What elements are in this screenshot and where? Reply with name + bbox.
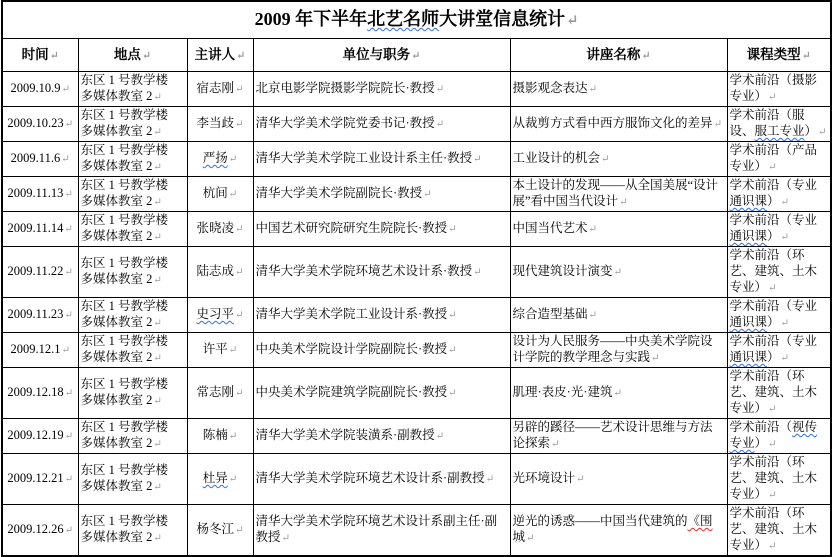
cell-unit [253, 298, 510, 333]
cell-speaker [187, 454, 253, 505]
paragraph-mark: ↵ [411, 49, 421, 62]
paragraph-mark: ↵ [551, 439, 560, 450]
paragraph-mark: ↵ [153, 127, 162, 138]
spellcheck-squiggle-text: 通识课 [729, 194, 768, 208]
cell-text: 学术前沿（服设、 [729, 108, 805, 138]
cell-text: 多媒体教室 2 [80, 479, 153, 493]
cell-text: 2009.12.1 [10, 342, 61, 356]
cell-text: 多媒体教室 2 [80, 159, 153, 173]
cell-lecture [510, 212, 727, 247]
cell-place [78, 298, 187, 333]
cell-text: 从裁剪方式看中西方服饰文化的差异 [512, 116, 713, 130]
cell-text: 地点 [113, 46, 141, 62]
cell-text: 东区 1 号教学楼 [80, 514, 169, 528]
cell-type [727, 72, 831, 107]
cell-text: 2009.10.9 [10, 81, 61, 95]
cell-text: 现代建筑设计演变 [512, 264, 613, 278]
cell-type [727, 454, 831, 505]
cell-text: 单位与职务 [342, 46, 411, 62]
spellcheck-squiggle-text: 通识课 [729, 350, 768, 364]
paragraph-mark: ↵ [780, 318, 790, 329]
cell-type [727, 177, 831, 212]
table-row [2, 72, 831, 107]
cell-text: 东区 1 号教学楼 [80, 299, 169, 313]
paragraph-mark: ↵ [768, 404, 777, 415]
cell-text: 清华大学美术学院环境艺术设计系·副教授 [255, 471, 485, 485]
paragraph-mark: ↵ [64, 525, 74, 536]
cell-type [727, 142, 831, 177]
paragraph-mark: ↵ [713, 119, 723, 130]
table-row [2, 107, 831, 142]
table-row [2, 247, 831, 298]
paragraph-mark: ↵ [61, 84, 71, 95]
paragraph-mark: ↵ [228, 189, 238, 200]
cell-text: ） [767, 350, 780, 364]
paragraph-mark: ↵ [64, 267, 73, 278]
cell-text: 学术前沿（环艺、建筑、土木专业） [729, 248, 818, 294]
cell-type [727, 333, 831, 368]
cell-text: 清华大学美术学院党委书记·教授 [255, 116, 435, 130]
cell-place [78, 107, 187, 142]
cell-type [727, 505, 831, 557]
cell-speaker [187, 298, 253, 333]
cell-text: ） [804, 124, 818, 138]
table-row [2, 419, 831, 454]
column-header-time [2, 39, 78, 72]
cell-text: 多媒体教室 2 [80, 229, 153, 243]
cell-time [2, 107, 78, 142]
paragraph-mark: ↵ [228, 345, 238, 356]
paragraph-mark: ↵ [153, 533, 162, 544]
paragraph-mark: ↵ [228, 431, 238, 442]
paragraph-mark: ↵ [64, 189, 73, 200]
paragraph-mark: ↵ [801, 49, 811, 62]
cell-lecture [510, 333, 727, 368]
paragraph-mark: ↵ [64, 119, 74, 130]
cell-unit [253, 72, 510, 107]
cell-text: 2009.11.13 [7, 186, 64, 200]
cell-text: 清华大学美术学院工业设计系主任·教授 [255, 151, 473, 165]
cell-text: 李当歧 [196, 116, 234, 130]
cell-place [78, 142, 187, 177]
cell-unit [253, 454, 510, 505]
cell-text: 多媒体教室 2 [80, 315, 153, 329]
cell-text: 常志刚 [196, 385, 234, 399]
cell-text: 另辟的蹊径——艺术设计思维与方法论探索 [512, 420, 713, 450]
column-header-place [78, 39, 187, 72]
cell-lecture [510, 142, 727, 177]
table-row [2, 298, 831, 333]
column-header-type [727, 39, 831, 72]
paragraph-mark: ↵ [473, 267, 482, 278]
cell-text: 学术前沿（专业 [729, 178, 818, 192]
cell-text: 杭间 [202, 186, 228, 200]
cell-text: 本土设计的发现——从全国美展“设计展”看中国当代设计 [512, 178, 719, 208]
paragraph-mark: ↵ [153, 439, 162, 450]
cell-time [2, 247, 78, 298]
cell-text: 学术前沿（ [729, 420, 793, 434]
paragraph-mark: ↵ [234, 525, 244, 536]
paragraph-mark: ↵ [448, 388, 457, 399]
paragraph-mark: ↵ [448, 345, 457, 356]
cell-time [2, 212, 78, 247]
paragraph-mark: ↵ [768, 92, 777, 103]
cell-text: 课程类型 [746, 46, 801, 62]
paragraph-mark: ↵ [613, 388, 623, 399]
cell-text: 许平 [202, 342, 228, 356]
paragraph-mark: ↵ [588, 310, 598, 321]
paragraph-mark: ↵ [49, 49, 59, 62]
paragraph-mark: ↵ [566, 13, 579, 29]
paragraph-mark: ↵ [64, 224, 73, 235]
paragraph-mark: ↵ [423, 189, 432, 200]
cell-text: 陆志成 [196, 264, 234, 278]
spellcheck-squiggle-text: 服工专业 [754, 124, 805, 138]
paragraph-mark: ↵ [234, 119, 244, 130]
cell-type [727, 247, 831, 298]
cell-text: 2009.12.18 [7, 385, 64, 399]
cell-text: 逆光的诱惑——中国当代建筑的 [512, 514, 688, 528]
paragraph-mark: ↵ [153, 396, 162, 407]
spellcheck-squiggle-text: 通识课 [729, 315, 768, 329]
paragraph-mark: ↵ [526, 533, 535, 544]
paragraph-mark: ↵ [780, 353, 790, 364]
cell-speaker [187, 368, 253, 419]
cell-text: ） [767, 315, 780, 329]
paragraph-mark: ↵ [234, 310, 244, 321]
cell-text: 2009.10.23 [7, 116, 64, 130]
cell-text: 多媒体教室 2 [80, 124, 153, 138]
cell-place [78, 212, 187, 247]
paragraph-mark: ↵ [435, 431, 445, 442]
cell-text: 2009 年下半年 [254, 9, 368, 29]
cell-lecture [510, 454, 727, 505]
cell-text: 设计为人民服务——中央美术学院设计学院的教学理念与实践 [512, 334, 713, 364]
cell-text: 2009.12.21 [7, 471, 64, 485]
cell-type [727, 368, 831, 419]
paragraph-mark: ↵ [651, 353, 660, 364]
cell-text: 学术前沿（摄影专业） [729, 73, 818, 103]
cell-text: 张晓凌 [196, 221, 234, 235]
cell-text: 城 [512, 530, 526, 544]
cell-text: 东区 1 号教学楼 [80, 463, 169, 477]
cell-text: 学术前沿（专业 [729, 299, 818, 313]
cell-text: 光环境设计 [512, 471, 576, 485]
cell-time [2, 505, 78, 557]
cell-time [2, 368, 78, 419]
cell-text: 多媒体教室 2 [80, 350, 153, 364]
spellcheck-squiggle-text: 史习平 [196, 307, 234, 321]
header-row [2, 39, 831, 72]
cell-text: ） [767, 229, 780, 243]
column-header-unit [253, 39, 510, 72]
table-row [2, 505, 831, 557]
spellcheck-squiggle-text: 视传 [792, 420, 818, 434]
paragraph-mark: ↵ [64, 388, 74, 399]
cell-speaker [187, 419, 253, 454]
cell-speaker [187, 72, 253, 107]
paragraph-mark: ↵ [485, 474, 495, 485]
paragraph-mark: ↵ [236, 49, 246, 62]
paragraph-mark: ↵ [153, 353, 162, 364]
cell-unit [253, 142, 510, 177]
cell-time [2, 142, 78, 177]
cell-place [78, 177, 187, 212]
cell-speaker [187, 212, 253, 247]
cell-type [727, 107, 831, 142]
cell-text: 学术前沿（专业 [729, 213, 818, 227]
cell-unit [253, 333, 510, 368]
cell-lecture [510, 72, 727, 107]
paragraph-mark: ↵ [768, 162, 777, 173]
cell-time [2, 298, 78, 333]
cell-text: 讲座名称 [586, 46, 641, 62]
cell-text: 学术前沿（专业 [729, 334, 818, 348]
cell-text: 多媒体教室 2 [80, 89, 153, 103]
spellcheck-squiggle-text: 北艺名师 [367, 9, 440, 29]
cell-text: 东区 1 号教学楼 [80, 377, 169, 391]
cell-unit [253, 419, 510, 454]
paragraph-mark: ↵ [588, 224, 598, 235]
cell-text: 中国当代艺术 [512, 221, 588, 235]
paragraph-mark: ↵ [153, 162, 162, 173]
cell-lecture [510, 419, 727, 454]
table-row [2, 212, 831, 247]
cell-lecture [510, 247, 727, 298]
cell-type [727, 298, 831, 333]
cell-text: 东区 1 号教学楼 [80, 213, 169, 227]
cell-text: 大讲堂信息统计 [439, 9, 566, 29]
cell-text: 东区 1 号教学楼 [80, 108, 169, 122]
cell-text: ） [767, 194, 780, 208]
table-row [2, 454, 831, 505]
table-row [2, 333, 831, 368]
paragraph-mark: ↵ [768, 283, 777, 294]
paragraph-mark: ↵ [64, 474, 74, 485]
paragraph-mark: ↵ [619, 197, 628, 208]
table-row [2, 177, 831, 212]
cell-speaker [187, 142, 253, 177]
paragraph-mark: ↵ [448, 310, 457, 321]
cell-time [2, 333, 78, 368]
cell-text: 杨冬江 [196, 522, 234, 536]
cell-text: 陈楠 [202, 428, 228, 442]
paragraph-mark: ↵ [768, 490, 777, 501]
cell-text: 中央美术学院建筑学院副院长·教授 [255, 385, 448, 399]
cell-text: 学术前沿（环艺、建筑、土木专业） [729, 369, 818, 415]
cell-text: 时间 [21, 46, 49, 62]
paragraph-mark: ↵ [228, 474, 238, 485]
paragraph-mark: ↵ [234, 267, 244, 278]
cell-lecture [510, 177, 727, 212]
paragraph-mark: ↵ [588, 84, 598, 95]
cell-text: 多媒体教室 2 [80, 393, 153, 407]
cell-place [78, 505, 187, 557]
cell-text: 2009.12.26 [7, 522, 64, 536]
paragraph-mark: ↵ [435, 119, 445, 130]
cell-unit [253, 247, 510, 298]
cell-text: 肌理·表皮·光·建筑 [512, 385, 613, 399]
paragraph-mark: ↵ [613, 267, 623, 278]
paragraph-mark: ↵ [780, 232, 790, 243]
cell-text: 中央美术学院设计学院副院长·教授 [255, 342, 448, 356]
paragraph-mark: ↵ [64, 310, 73, 321]
cell-speaker [187, 177, 253, 212]
cell-text: 多媒体教室 2 [80, 436, 153, 450]
paragraph-mark: ↵ [448, 224, 457, 235]
cell-unit [253, 505, 510, 557]
cell-text: 摄影观念表达 [512, 81, 588, 95]
table-row [2, 142, 831, 177]
paragraph-mark: ↵ [228, 154, 238, 165]
cell-text: 主讲人 [194, 46, 236, 62]
cell-unit [253, 177, 510, 212]
cell-place [78, 247, 187, 298]
cell-text: 中国艺术研究院研究生院院长·教授 [255, 221, 448, 235]
cell-place [78, 333, 187, 368]
cell-text: 学术前沿（环艺、建筑、土木专业） [729, 506, 818, 552]
cell-text: 北京电影学院摄影学院院长·教授 [255, 81, 435, 95]
cell-text: 2009.11.6 [10, 151, 61, 165]
spellcheck-squiggle-text: 专业 [729, 436, 755, 450]
cell-text: 学术前沿（环艺、建筑、土木专业） [729, 455, 818, 501]
paragraph-mark: ↵ [61, 345, 71, 356]
paragraph-mark: ↵ [768, 439, 777, 450]
cell-place [78, 454, 187, 505]
cell-unit [253, 368, 510, 419]
spellcheck-squiggle-text: 杜异 [202, 471, 228, 485]
paragraph-mark: ↵ [61, 154, 70, 165]
paragraph-mark: ↵ [281, 533, 291, 544]
cell-text: 多媒体教室 2 [80, 194, 153, 208]
cell-time [2, 72, 78, 107]
column-header-lecture [510, 39, 727, 72]
cell-lecture [510, 368, 727, 419]
paragraph-mark: ↵ [601, 154, 610, 165]
paragraph-mark: ↵ [153, 482, 162, 493]
paragraph-mark: ↵ [153, 197, 162, 208]
cell-time [2, 454, 78, 505]
cell-text: 2009.11.23 [7, 307, 64, 321]
paragraph-mark: ↵ [153, 92, 162, 103]
paragraph-mark: ↵ [64, 431, 74, 442]
cell-text: 宿志刚 [196, 81, 234, 95]
cell-place [78, 368, 187, 419]
cell-lecture [510, 505, 727, 557]
paragraph-mark: ↵ [234, 224, 244, 235]
paragraph-mark: ↵ [780, 197, 790, 208]
paragraph-mark: ↵ [234, 388, 244, 399]
paragraph-mark: ↵ [435, 84, 445, 95]
cell-text: 多媒体教室 2 [80, 530, 153, 544]
cell-text: 2009.12.19 [7, 428, 64, 442]
cell-text: 学术前沿（产品专业） [729, 143, 818, 173]
lecture-info-table [1, 0, 832, 557]
cell-lecture [510, 298, 727, 333]
title-row [2, 1, 831, 39]
cell-text: 东区 1 号教学楼 [80, 73, 169, 87]
paragraph-mark: ↵ [153, 318, 162, 329]
spellcheck-squiggle-text: 严扬 [202, 151, 228, 165]
table-row [2, 368, 831, 419]
cell-time [2, 177, 78, 212]
cell-unit [253, 107, 510, 142]
cell-time [2, 419, 78, 454]
cell-speaker [187, 505, 253, 557]
paragraph-mark: ↵ [473, 154, 482, 165]
cell-text: 2009.11.14 [7, 221, 64, 235]
paragraph-mark: ↵ [576, 474, 585, 485]
cell-lecture [510, 107, 727, 142]
cell-speaker [187, 333, 253, 368]
cell-unit [253, 212, 510, 247]
column-header-speaker [187, 39, 253, 72]
cell-text: 东区 1 号教学楼 [80, 334, 169, 348]
paragraph-mark: ↵ [234, 84, 244, 95]
cell-type [727, 419, 831, 454]
cell-text: 工业设计的机会 [512, 151, 601, 165]
cell-text: 清华大学美术学院环境艺术设计系·教授 [255, 264, 473, 278]
paragraph-mark: ↵ [641, 49, 651, 62]
cell-type [727, 212, 831, 247]
cell-text: 东区 1 号教学楼 [80, 143, 169, 157]
document-title [2, 1, 831, 39]
paragraph-mark: ↵ [141, 49, 152, 62]
spellcheck-squiggle-text: 《围 [687, 514, 713, 528]
cell-text: ） [754, 436, 768, 450]
cell-text: 多媒体教室 2 [80, 272, 153, 286]
paragraph-mark: ↵ [153, 232, 162, 243]
cell-speaker [187, 247, 253, 298]
cell-text: 2009.11.22 [7, 264, 64, 278]
cell-text: 清华大学美术学院副院长·教授 [255, 186, 423, 200]
cell-text: 清华大学美术学院装潢系·副教授 [255, 428, 435, 442]
cell-text: 东区 1 号教学楼 [80, 256, 169, 270]
spellcheck-squiggle-text: 通识课 [729, 229, 768, 243]
cell-place [78, 72, 187, 107]
cell-text: 清华大学美术学院环境艺术设计系副主任·副教授 [255, 514, 498, 544]
cell-text: 综合造型基础 [512, 307, 588, 321]
paragraph-mark: ↵ [153, 275, 162, 286]
paragraph-mark: ↵ [818, 127, 827, 138]
paragraph-mark: ↵ [768, 541, 777, 552]
cell-text: 东区 1 号教学楼 [80, 178, 169, 192]
cell-text: 东区 1 号教学楼 [80, 420, 169, 434]
cell-text: 清华大学美术学院工业设计系·教授 [255, 307, 448, 321]
cell-speaker [187, 107, 253, 142]
cell-place [78, 419, 187, 454]
